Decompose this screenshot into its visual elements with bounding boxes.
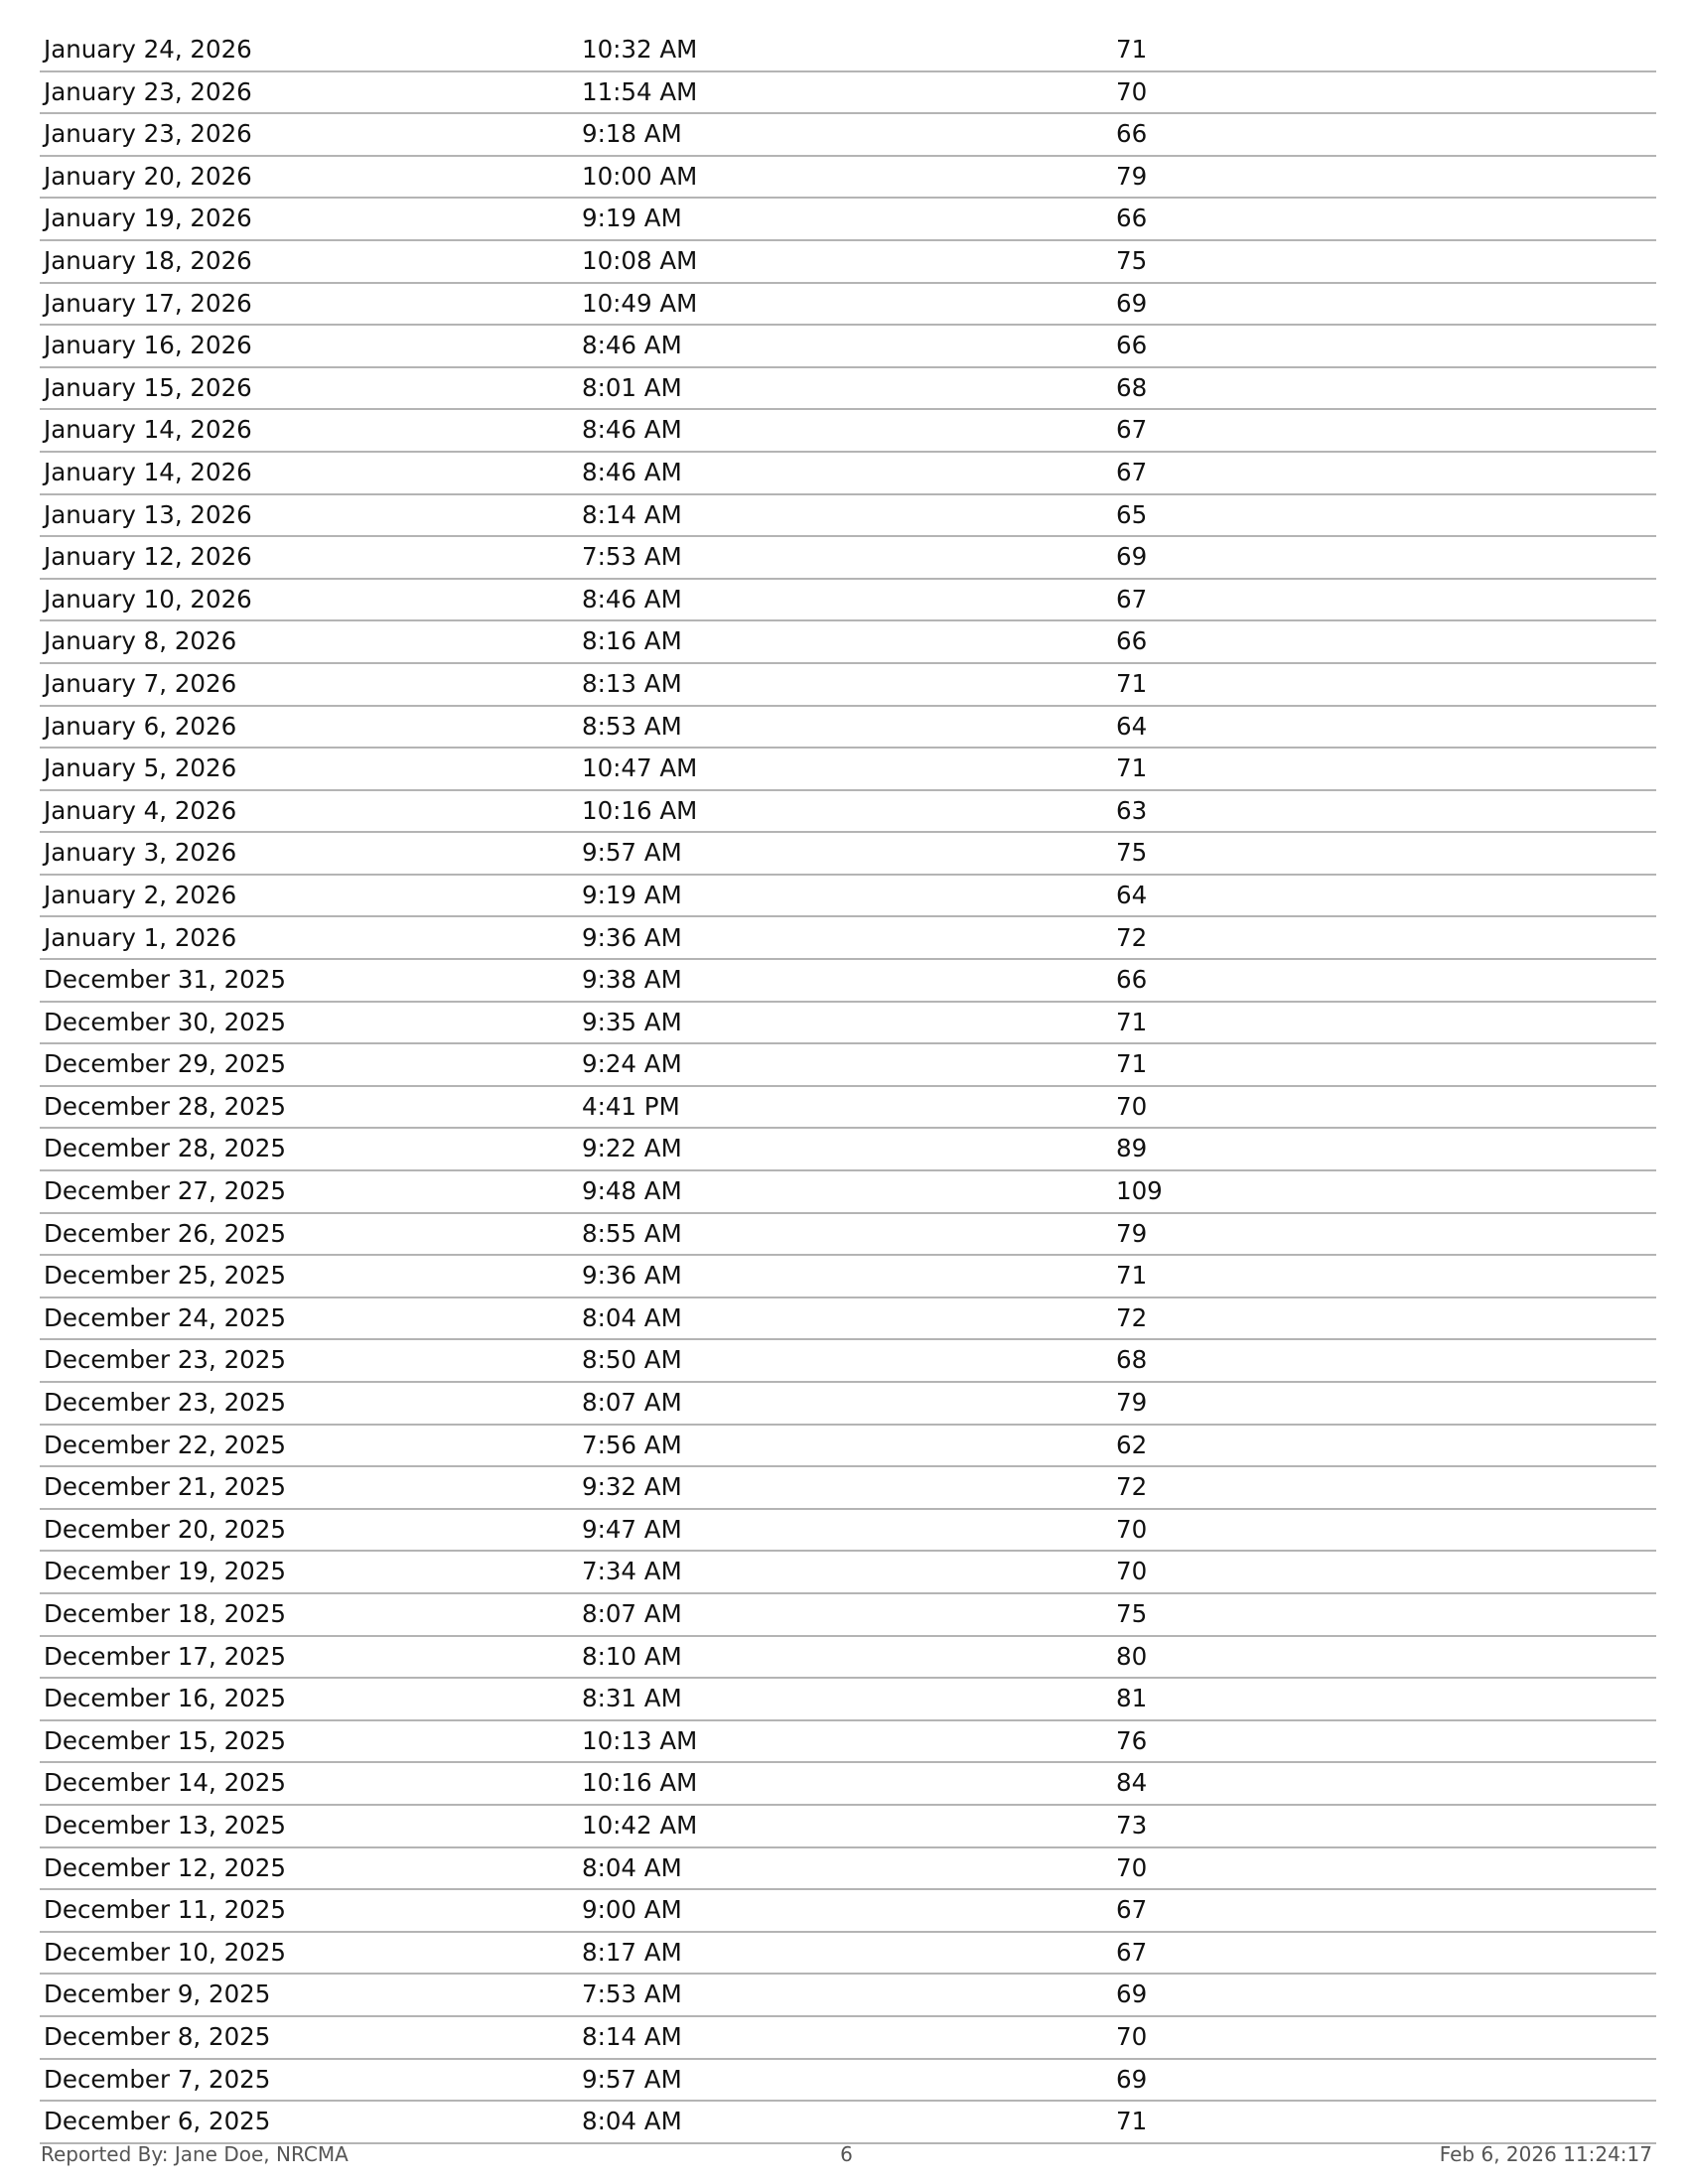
date-cell: December 22, 2025: [40, 1425, 578, 1467]
value-cell: 79: [1112, 156, 1656, 199]
time-cell: 9:48 AM: [578, 1170, 1112, 1213]
value-cell: 72: [1112, 1466, 1656, 1509]
readings-table-body: [40, 30, 1656, 2143]
date-cell: December 23, 2025: [40, 1339, 578, 1382]
time-cell: 8:16 AM: [578, 620, 1112, 663]
value-cell: 76: [1112, 1720, 1656, 1763]
value-cell: 89: [1112, 1128, 1656, 1170]
table-row: [40, 1213, 1656, 1256]
time-cell: 7:53 AM: [578, 1974, 1112, 2016]
table-row: [40, 325, 1656, 367]
time-cell: 9:19 AM: [578, 875, 1112, 917]
value-cell: 70: [1112, 2016, 1656, 2059]
date-cell: December 15, 2025: [40, 1720, 578, 1763]
value-cell: 71: [1112, 30, 1656, 71]
report-timestamp: Feb 6, 2026 11:24:17: [1439, 2142, 1652, 2166]
value-cell: 69: [1112, 536, 1656, 579]
date-cell: December 23, 2025: [40, 1382, 578, 1425]
date-cell: January 2, 2026: [40, 875, 578, 917]
table-row: [40, 409, 1656, 452]
value-cell: 79: [1112, 1382, 1656, 1425]
date-cell: December 31, 2025: [40, 959, 578, 1002]
time-cell: 9:47 AM: [578, 1509, 1112, 1552]
value-cell: 67: [1112, 409, 1656, 452]
date-cell: December 14, 2025: [40, 1762, 578, 1805]
value-cell: 73: [1112, 1805, 1656, 1847]
value-cell: 66: [1112, 620, 1656, 663]
table-row: [40, 283, 1656, 326]
table-row: [40, 1297, 1656, 1340]
time-cell: 8:55 AM: [578, 1213, 1112, 1256]
table-row: [40, 1466, 1656, 1509]
date-cell: December 29, 2025: [40, 1043, 578, 1086]
date-cell: January 14, 2026: [40, 409, 578, 452]
time-cell: 8:04 AM: [578, 2101, 1112, 2143]
time-cell: 9:22 AM: [578, 1128, 1112, 1170]
value-cell: 65: [1112, 494, 1656, 537]
table-row: [40, 620, 1656, 663]
value-cell: 71: [1112, 748, 1656, 790]
table-row: [40, 1593, 1656, 1636]
value-cell: 66: [1112, 959, 1656, 1002]
table-row: [40, 494, 1656, 537]
date-cell: January 6, 2026: [40, 706, 578, 749]
table-row: [40, 452, 1656, 494]
time-cell: 8:04 AM: [578, 1847, 1112, 1890]
time-cell: 4:41 PM: [578, 1086, 1112, 1129]
table-row: [40, 790, 1656, 833]
value-cell: 66: [1112, 113, 1656, 156]
date-cell: January 10, 2026: [40, 579, 578, 621]
value-cell: 62: [1112, 1425, 1656, 1467]
date-cell: January 1, 2026: [40, 916, 578, 959]
table-row: [40, 748, 1656, 790]
value-cell: 72: [1112, 916, 1656, 959]
date-cell: January 3, 2026: [40, 832, 578, 875]
table-row: [40, 1720, 1656, 1763]
time-cell: 10:32 AM: [578, 30, 1112, 71]
value-cell: 71: [1112, 663, 1656, 706]
table-row: [40, 240, 1656, 283]
value-cell: 66: [1112, 198, 1656, 240]
value-cell: 71: [1112, 1043, 1656, 1086]
time-cell: 9:00 AM: [578, 1889, 1112, 1932]
time-cell: 9:19 AM: [578, 198, 1112, 240]
date-cell: January 24, 2026: [40, 30, 578, 71]
date-cell: December 7, 2025: [40, 2059, 578, 2102]
date-cell: December 17, 2025: [40, 1636, 578, 1679]
date-cell: December 28, 2025: [40, 1128, 578, 1170]
time-cell: 8:31 AM: [578, 1678, 1112, 1720]
value-cell: 79: [1112, 1213, 1656, 1256]
time-cell: 9:36 AM: [578, 916, 1112, 959]
time-cell: 8:14 AM: [578, 494, 1112, 537]
time-cell: 8:50 AM: [578, 1339, 1112, 1382]
time-cell: 10:08 AM: [578, 240, 1112, 283]
time-cell: 8:07 AM: [578, 1593, 1112, 1636]
date-cell: January 19, 2026: [40, 198, 578, 240]
time-cell: 9:24 AM: [578, 1043, 1112, 1086]
date-cell: December 16, 2025: [40, 1678, 578, 1720]
table-row: [40, 156, 1656, 199]
date-cell: December 8, 2025: [40, 2016, 578, 2059]
date-cell: December 12, 2025: [40, 1847, 578, 1890]
time-cell: 7:34 AM: [578, 1551, 1112, 1593]
time-cell: 8:14 AM: [578, 2016, 1112, 2059]
table-row: [40, 875, 1656, 917]
value-cell: 68: [1112, 367, 1656, 410]
date-cell: December 20, 2025: [40, 1509, 578, 1552]
value-cell: 68: [1112, 1339, 1656, 1382]
table-row: [40, 1128, 1656, 1170]
time-cell: 8:01 AM: [578, 367, 1112, 410]
table-row: [40, 1002, 1656, 1044]
table-row: [40, 536, 1656, 579]
time-cell: 8:10 AM: [578, 1636, 1112, 1679]
value-cell: 70: [1112, 1086, 1656, 1129]
table-row: [40, 2101, 1656, 2143]
value-cell: 67: [1112, 1889, 1656, 1932]
time-cell: 10:16 AM: [578, 1762, 1112, 1805]
value-cell: 67: [1112, 579, 1656, 621]
date-cell: December 18, 2025: [40, 1593, 578, 1636]
table-row: [40, 832, 1656, 875]
page-number: 6: [840, 2142, 853, 2166]
time-cell: 11:54 AM: [578, 71, 1112, 114]
time-cell: 8:04 AM: [578, 1297, 1112, 1340]
date-cell: December 26, 2025: [40, 1213, 578, 1256]
time-cell: 10:49 AM: [578, 283, 1112, 326]
table-row: [40, 198, 1656, 240]
time-cell: 8:17 AM: [578, 1932, 1112, 1975]
value-cell: 75: [1112, 240, 1656, 283]
time-cell: 8:46 AM: [578, 409, 1112, 452]
table-row: [40, 1805, 1656, 1847]
date-cell: January 15, 2026: [40, 367, 578, 410]
value-cell: 67: [1112, 452, 1656, 494]
table-row: [40, 1932, 1656, 1975]
table-row: [40, 916, 1656, 959]
table-row: [40, 1678, 1656, 1720]
table-row: [40, 1551, 1656, 1593]
table-row: [40, 1847, 1656, 1890]
table-row: [40, 1086, 1656, 1129]
time-cell: 7:53 AM: [578, 536, 1112, 579]
date-cell: January 13, 2026: [40, 494, 578, 537]
time-cell: 10:00 AM: [578, 156, 1112, 199]
date-cell: January 8, 2026: [40, 620, 578, 663]
value-cell: 84: [1112, 1762, 1656, 1805]
value-cell: 67: [1112, 1932, 1656, 1975]
time-cell: 9:57 AM: [578, 832, 1112, 875]
date-cell: January 5, 2026: [40, 748, 578, 790]
value-cell: 72: [1112, 1297, 1656, 1340]
value-cell: 75: [1112, 1593, 1656, 1636]
table-row: [40, 1382, 1656, 1425]
time-cell: 9:57 AM: [578, 2059, 1112, 2102]
value-cell: 69: [1112, 1974, 1656, 2016]
table-row: [40, 1255, 1656, 1297]
value-cell: 109: [1112, 1170, 1656, 1213]
date-cell: December 9, 2025: [40, 1974, 578, 2016]
time-cell: 8:07 AM: [578, 1382, 1112, 1425]
date-cell: December 28, 2025: [40, 1086, 578, 1129]
date-cell: January 16, 2026: [40, 325, 578, 367]
date-cell: January 23, 2026: [40, 71, 578, 114]
time-cell: 8:46 AM: [578, 452, 1112, 494]
date-cell: December 11, 2025: [40, 1889, 578, 1932]
date-cell: December 13, 2025: [40, 1805, 578, 1847]
date-cell: December 10, 2025: [40, 1932, 578, 1975]
value-cell: 69: [1112, 2059, 1656, 2102]
value-cell: 70: [1112, 1847, 1656, 1890]
date-cell: December 6, 2025: [40, 2101, 578, 2143]
value-cell: 63: [1112, 790, 1656, 833]
time-cell: 8:46 AM: [578, 579, 1112, 621]
date-cell: December 25, 2025: [40, 1255, 578, 1297]
table-row: [40, 663, 1656, 706]
value-cell: 64: [1112, 875, 1656, 917]
value-cell: 81: [1112, 1678, 1656, 1720]
value-cell: 70: [1112, 71, 1656, 114]
table-row: [40, 30, 1656, 71]
time-cell: 10:42 AM: [578, 1805, 1112, 1847]
time-cell: 10:13 AM: [578, 1720, 1112, 1763]
date-cell: December 30, 2025: [40, 1002, 578, 1044]
table-row: [40, 113, 1656, 156]
value-cell: 70: [1112, 1551, 1656, 1593]
value-cell: 66: [1112, 325, 1656, 367]
date-cell: January 23, 2026: [40, 113, 578, 156]
value-cell: 71: [1112, 1002, 1656, 1044]
time-cell: 9:38 AM: [578, 959, 1112, 1002]
value-cell: 71: [1112, 2101, 1656, 2143]
date-cell: December 21, 2025: [40, 1466, 578, 1509]
date-cell: January 4, 2026: [40, 790, 578, 833]
value-cell: 64: [1112, 706, 1656, 749]
table-row: [40, 1889, 1656, 1932]
time-cell: 9:36 AM: [578, 1255, 1112, 1297]
value-cell: 80: [1112, 1636, 1656, 1679]
time-cell: 8:53 AM: [578, 706, 1112, 749]
table-row: [40, 1974, 1656, 2016]
time-cell: 9:32 AM: [578, 1466, 1112, 1509]
table-row: [40, 71, 1656, 114]
date-cell: January 18, 2026: [40, 240, 578, 283]
time-cell: 9:18 AM: [578, 113, 1112, 156]
time-cell: 8:13 AM: [578, 663, 1112, 706]
date-cell: January 7, 2026: [40, 663, 578, 706]
date-cell: January 20, 2026: [40, 156, 578, 199]
table-row: [40, 1170, 1656, 1213]
value-cell: 71: [1112, 1255, 1656, 1297]
table-row: [40, 1636, 1656, 1679]
readings-table: [40, 30, 1656, 2144]
date-cell: December 19, 2025: [40, 1551, 578, 1593]
date-cell: December 24, 2025: [40, 1297, 578, 1340]
table-row: [40, 959, 1656, 1002]
table-row: [40, 2059, 1656, 2102]
time-cell: 9:35 AM: [578, 1002, 1112, 1044]
time-cell: 10:47 AM: [578, 748, 1112, 790]
table-row: [40, 2016, 1656, 2059]
table-row: [40, 1339, 1656, 1382]
time-cell: 10:16 AM: [578, 790, 1112, 833]
date-cell: January 14, 2026: [40, 452, 578, 494]
reported-by: Reported By: Jane Doe, NRCMA: [41, 2142, 349, 2166]
table-row: [40, 1509, 1656, 1552]
date-cell: January 17, 2026: [40, 283, 578, 326]
time-cell: 7:56 AM: [578, 1425, 1112, 1467]
date-cell: January 12, 2026: [40, 536, 578, 579]
time-cell: 8:46 AM: [578, 325, 1112, 367]
value-cell: 69: [1112, 283, 1656, 326]
value-cell: 70: [1112, 1509, 1656, 1552]
table-row: [40, 367, 1656, 410]
table-row: [40, 1043, 1656, 1086]
table-row: [40, 579, 1656, 621]
value-cell: 75: [1112, 832, 1656, 875]
table-row: [40, 1762, 1656, 1805]
table-row: [40, 1425, 1656, 1467]
table-row: [40, 706, 1656, 749]
date-cell: December 27, 2025: [40, 1170, 578, 1213]
